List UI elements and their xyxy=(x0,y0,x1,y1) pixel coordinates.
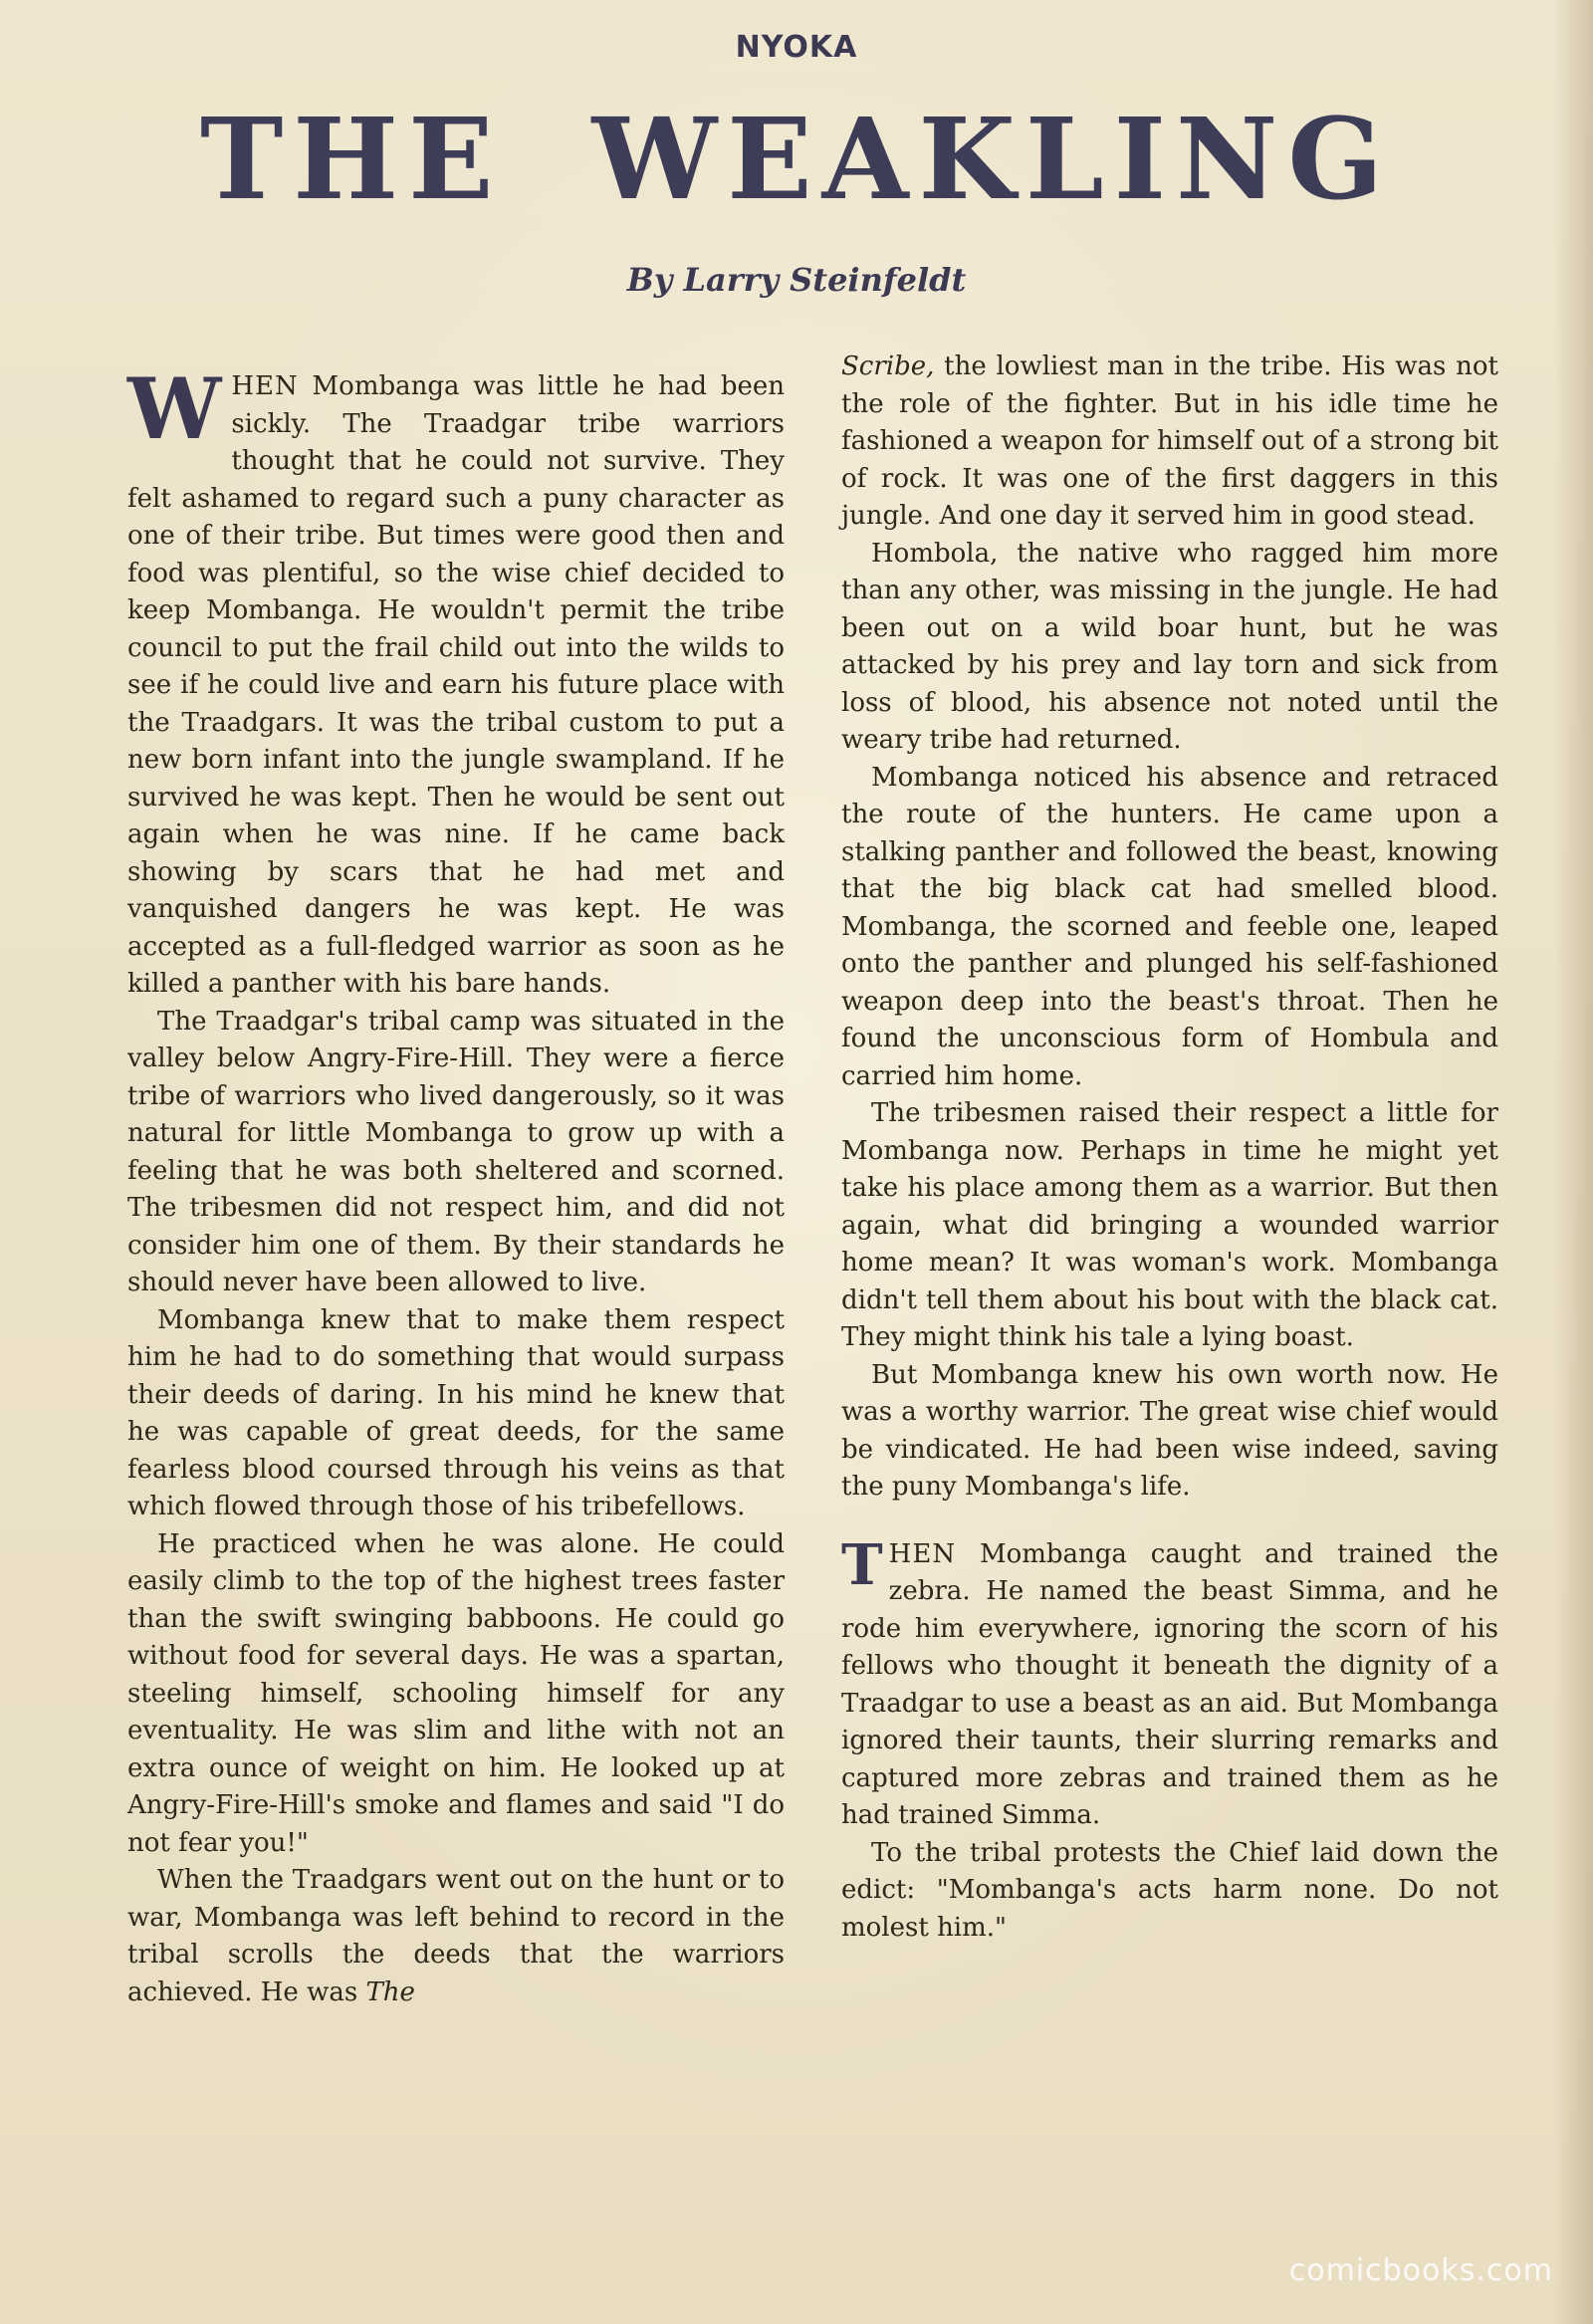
lead-in: HEN xyxy=(231,371,299,401)
paragraph: The Traadgar's tribal camp was situated in the valley below Angry-Fire-Hill. They were a fierce tribe of warriors who lived dangerously, so it was natural for little Mombanga to grow up with a feeling that he was both sheltered and scorned. The tribesmen did not respect him, and did not consider him one of them. By their standards he should never have been allowed to live. xyxy=(127,1006,785,1297)
paragraph-text: the lowliest man in the tribe. His was not the role of the fighter. But in his idle time he fashioned a weapon for himself out of a strong bit of rock. It was one of the first daggers in this jungle. And one day it served him in good stead. xyxy=(841,351,1498,531)
paragraph: Mombanga noticed his absence and retraced the route of the hunters. He came upon a stalking panther and followed the beast, knowing that the big black cat had smelled blood. Mombanga, the scorned and feeble one, leaped onto the panther and plunged his self-fashioned weapon deep into the beast's throat. Then he found the unconscious form of Hombula and carried him home. xyxy=(841,762,1498,1091)
drop-cap: T xyxy=(841,1531,883,1598)
drop-cap: W xyxy=(127,359,222,458)
paragraph-text: Mombanga was little he had been sickly. The Traadgar tribe warriors thought that he could not survive. They felt ashamed to regard such a puny character as one of their tribe. But times were good then and food was plentiful, so the wise chief decided to keep Mombanga. He wouldn't permit the tribe council to put the frail child out into the wilds to see if he could live and earn his future place with the Traadgars. It was the tribal custom to put a new born infant into the jungle swampland. If he survived he was kept. Then he would be sent out again when he was nine. If he came back showing by scars that he had met and vanquished dangers he was kept. He was accepted as a full-fledged warrior as soon as he killed a panther with his bare hands. xyxy=(127,371,785,999)
running-header: NYOKA xyxy=(735,30,858,65)
site-watermark: comicbooks.com xyxy=(1288,2253,1553,2288)
paragraph xyxy=(841,1531,1498,1835)
paragraph: Hombola, the native who ragged him more than any other, was missing in the jungle. He had been out on a wild boar hunt, but he was attacked by his prey and lay torn and sick from loss of blood, his absence not noted until the weary tribe had returned. xyxy=(841,538,1498,755)
story-byline: By Larry Steinfeldt xyxy=(626,261,967,299)
italic-text: The xyxy=(365,1976,415,2007)
paragraph: The tribesmen raised their respect a little for Mombanga now. Perhaps in time he might yet take his place among them as a warrior. But then again, what did bringing a wounded warrior home mean? It was woman's work. Mombanga didn't tell them about his bout with the black cat. They might think his tale a lying boast. xyxy=(841,1098,1498,1352)
paragraph: He practiced when he was alone. He could easily climb to the top of the highest trees faster than the swift swinging babboons. He could go without food for several days. He was a spartan, steeling himself, schooling himself for any eventuality. He was slim and lithe with not an extra ounce of weight on him. He looked up at Angry-Fire-Hill's smoke and flames and said "I do not fear you!" xyxy=(127,1528,785,1858)
italic-text: Scribe, xyxy=(841,351,935,381)
paragraph-text: When the Traadgars went out on the hunt or to war, Mombanga was left behind to record in the tribal scrolls the deeds that the warriors achieved. He was xyxy=(127,1865,785,2007)
lead-in: HEN xyxy=(888,1538,957,1569)
paragraph xyxy=(127,359,785,1004)
right-column xyxy=(841,349,1498,1947)
paragraph-text: Mombanga caught and trained the zebra. He named the beast Simma, and he rode him everywhere, ignoring the scorn of his fellows who thought it beneath the dignity of a Traadgar to use a beast as an aid. But Mombanga ignored their taunts, their slurring remarks and captured more zebras and trained them as he had trained Simma. xyxy=(841,1538,1498,1830)
section-break xyxy=(841,1507,1498,1536)
story-title: THE WEAKLING xyxy=(199,95,1394,225)
paragraph xyxy=(127,1862,785,2011)
paragraph xyxy=(841,349,1498,536)
paragraph: To the tribal protests the Chief laid down the edict: "Mombanga's acts harm none. Do not molest him." xyxy=(841,1837,1498,1943)
paragraph: Mombanga knew that to make them respect him he had to do something that would surpass their deeds of daring. In his mind he knew that he was capable of great deeds, for the same fearless blood coursed through his veins as that which flowed through those of his tribefellows. xyxy=(127,1304,785,1521)
left-column xyxy=(127,359,785,2011)
paragraph: But Mombanga knew his own worth now. He was a worthy warrior. The great wise chief would be vindicated. He had been wise indeed, saving the puny Mombanga's life. xyxy=(841,1359,1498,1502)
